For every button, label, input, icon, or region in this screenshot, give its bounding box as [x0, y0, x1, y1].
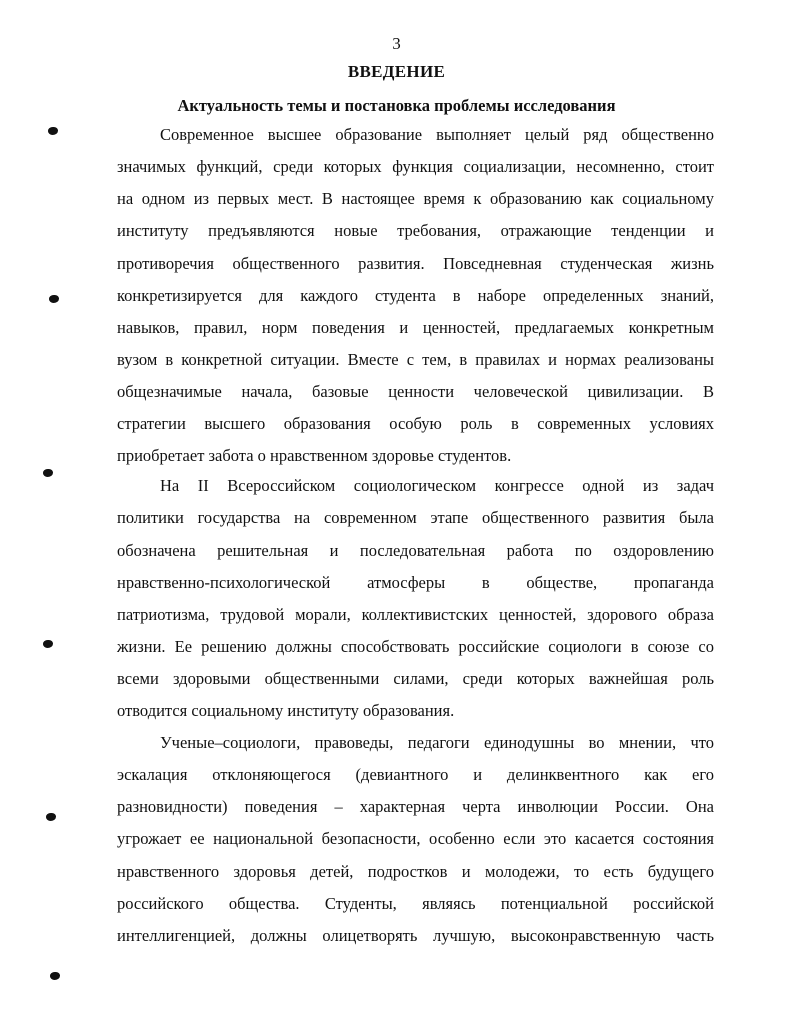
text-line: угрожает ее национальной безопасности, особенно если это касается состояния [117, 829, 714, 848]
text-line: жизни. Ее решению должны способствовать российские социологи в союзе со [117, 637, 714, 656]
text-line: на одном из первых мест. В настоящее время к образованию как социальному [117, 189, 714, 208]
text-line: конкретизируется для каждого студента в наборе определенных знаний, [117, 286, 714, 305]
section-subtitle: Актуальность темы и постановка проблемы исследования [177, 96, 616, 115]
text-line: Современное высшее образование выполняет целый ряд общественно [160, 125, 714, 144]
text-line: нравственно-психологической атмосферы в обществе, пропаганда [117, 573, 714, 592]
binder-hole-mark [43, 469, 53, 477]
text-line: интеллигенцией, должны олицетворять лучшую, высоконравственную часть [117, 926, 714, 945]
text-line: эскалация отклоняющегося (девиантного и делинквентного как его [117, 765, 714, 784]
text-line: российского общества. Студенты, являясь потенциальной российской [117, 894, 714, 913]
text-line: навыков, правил, норм поведения и ценностей, предлагаемых конкретным [117, 318, 714, 337]
text-line: вузом в конкретной ситуации. Вместе с тем, в правилах и нормах реализованы [117, 350, 714, 369]
text-line: противоречия общественного развития. Повседневная студенческая жизнь [117, 254, 714, 273]
text-line: всеми здоровыми общественными силами, среди которых важнейшая роль [117, 669, 714, 688]
text-line: политики государства на современном этапе общественного развития была [117, 508, 714, 527]
text-line: отводится социальному институту образования. [117, 701, 455, 720]
text-line: приобретает забота о нравственном здоровье студентов. [117, 446, 512, 465]
text-line: Ученые–социологи, правоведы, педагоги единодушны во мнении, что [160, 733, 714, 752]
text-line: На II Всероссийском социологическом конгрессе одной из задач [160, 476, 714, 495]
text-line: значимых функций, среди которых функция социализации, несомненно, стоит [117, 157, 714, 176]
binder-hole-mark [50, 972, 60, 980]
binder-hole-mark [48, 127, 58, 135]
text-line: разновидности) поведения – характерная черта инволюции России. Она [117, 797, 714, 816]
text-line: обозначена решительная и последовательная работа по оздоровлению [117, 541, 714, 560]
text-line: общезначимые начала, базовые ценности человеческой цивилизации. В [117, 382, 714, 401]
text-line: патриотизма, трудовой морали, коллективистских ценностей, здорового образа [117, 605, 714, 624]
page-number: 3 [392, 34, 401, 53]
text-line: нравственного здоровья детей, подростков и молодежи, то есть будущего [117, 862, 714, 881]
text-line: стратегии высшего образования особую роль в современных условиях [117, 414, 714, 433]
binder-hole-mark [49, 295, 59, 303]
page-title: ВВЕДЕНИЕ [347, 62, 446, 81]
binder-hole-mark [46, 813, 56, 821]
binder-hole-mark [43, 640, 53, 648]
text-line: институту предъявляются новые требования, отражающие тенденции и [117, 221, 714, 240]
